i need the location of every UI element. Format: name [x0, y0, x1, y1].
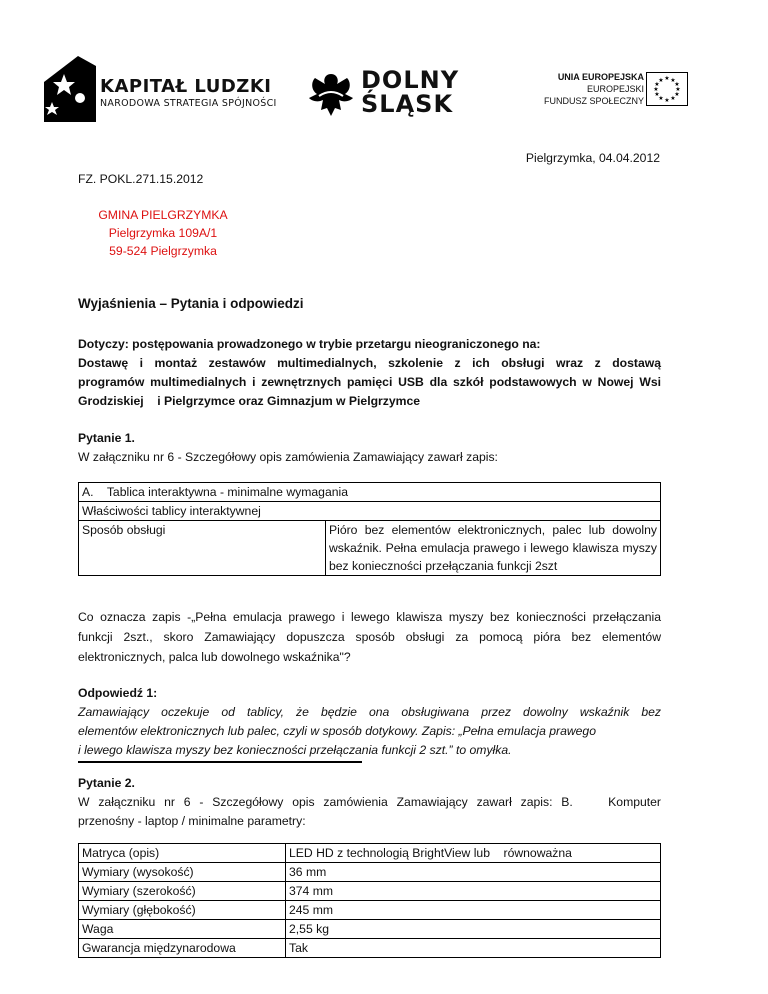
ue-line1: UNIA EUROPEJSKA	[557, 72, 644, 82]
address-line: 59-524 Pielgrzymka	[109, 244, 217, 258]
kapital-ludzki-emblem-icon	[40, 52, 98, 124]
subject-line: programów multimedialnych i zewnętrznych pamięci USB dla szkół podstawowych w Nowej Wsi	[78, 375, 661, 389]
svg-text:★: ★	[674, 91, 680, 98]
svg-text:★: ★	[654, 81, 660, 88]
svg-text:★: ★	[675, 86, 681, 93]
table-cell-value: Pióro bez elementów elektronicznych, palec lub dowolny wskaźnik. Pełna emulacja prawego i lewego klawisza myszy bez konieczności przełączania funkcji 2szt	[326, 521, 661, 576]
svg-text:★: ★	[670, 77, 676, 84]
svg-text:★: ★	[664, 75, 670, 82]
slask-text: ŚLĄSK	[361, 90, 454, 118]
table-cell-value: 36 mm	[286, 863, 661, 882]
svg-text:★: ★	[674, 81, 680, 88]
svg-text:★: ★	[670, 95, 676, 102]
question-2-intro: przenośny - laptop / minimalne parametry:	[78, 814, 306, 828]
eagle-crest-icon	[305, 70, 357, 118]
question-2-heading: Pytanie 2.	[78, 776, 135, 790]
address-line: GMINA PIELGRZYMKA	[98, 208, 228, 222]
subject-line: Grodziskiej i Pielgrzymce oraz Gimnazjum w Pielgrzymce	[78, 394, 421, 408]
table-cell-label: Sposób obsługi	[79, 521, 326, 576]
subject-line: Dotyczy: postępowania prowadzonego w trybie przetargu nieograniczonego na:	[78, 337, 541, 351]
separator-line	[78, 761, 362, 763]
kapital-subtitle: NARODOWA STRATEGIA SPÓJNOŚCI	[100, 98, 277, 109]
dolny-slask-logo	[305, 66, 475, 122]
answer-1-text: Zamawiający oczekuje od tablicy, że będzie ona obsługiwana przez dowolny wskaźnik bez	[78, 705, 661, 719]
table-row	[79, 882, 661, 901]
question-2-intro: W załączniku nr 6 - Szczegółowy opis zamówienia Zamawiający zawarł zapis: B. Komputer	[78, 795, 661, 809]
ue-line3: FUNDUSZ SPOŁECZNY	[543, 96, 644, 106]
table-cell-value: 374 mm	[286, 882, 661, 901]
date-line: Pielgrzymka, 04.04.2012	[525, 151, 660, 165]
table-cell-label: Gwarancja międzynarodowa	[79, 939, 286, 958]
answer-1-text: i lewego klawisza myszy bez konieczności przełączania funkcji 2 szt.” to omyłka.	[78, 743, 512, 757]
table-cell-value: Tak	[286, 939, 661, 958]
table-row	[79, 844, 661, 863]
address-line: Pielgrzymka 109A/1	[108, 226, 218, 240]
table-row	[79, 920, 661, 939]
subject-line: Dostawę i montaż zestawów multimedialnych, szkolenie z ich obsługi wraz z dostawą	[78, 356, 661, 370]
dolny-text: DOLNY	[361, 66, 460, 94]
question-1-table	[78, 482, 661, 576]
question-1-text: elektronicznych, palca lub dowolnego wskaźnika"?	[78, 650, 351, 664]
ue-line2: EUROPEJSKI	[586, 84, 644, 94]
svg-text:★: ★	[658, 95, 664, 102]
table-row	[79, 939, 661, 958]
answer-1-heading: Odpowiedź 1:	[78, 686, 158, 700]
table-cell-label: Matryca (opis)	[79, 844, 286, 863]
table-cell-label: Waga	[79, 920, 286, 939]
question-1-heading: Pytanie 1.	[78, 431, 135, 445]
svg-text:★: ★	[664, 97, 670, 104]
table-cell-label: Wymiary (wysokość)	[79, 863, 286, 882]
table-cell-label: Wymiary (szerokość)	[79, 882, 286, 901]
table-cell-value: LED HD z technologią BrightView lub równoważna	[286, 844, 661, 863]
table-row	[79, 863, 661, 882]
question-1-intro: W załączniku nr 6 - Szczegółowy opis zamówienia Zamawiający zawarł zapis:	[78, 450, 498, 464]
page-title: Wyjaśnienia – Pytania i odpowiedzi	[78, 296, 304, 311]
table-row: A. Tablica interaktywna - minimalne wymagania	[79, 483, 661, 502]
recipient-address	[78, 206, 248, 260]
table-cell-label: Wymiary (głębokość)	[79, 901, 286, 920]
question-1-text: Co oznacza zapis -„Pełna emulacja prawego i lewego klawisza myszy bez konieczności przełączania	[78, 610, 661, 624]
svg-text:★: ★	[654, 91, 660, 98]
ue-logo	[520, 72, 690, 112]
svg-text:★: ★	[658, 77, 664, 84]
table-row	[79, 901, 661, 920]
kapital-title: KAPITAŁ LUDZKI	[100, 76, 272, 97]
question-1-text: funkcji 2szt., skoro Zamawiający dopuszcza sposób obsługi za pomocą pióra bez elementów	[78, 630, 661, 644]
table-row: Właściwości tablicy interaktywnej	[79, 502, 661, 521]
table-cell-value: 245 mm	[286, 901, 661, 920]
eu-flag-icon	[646, 72, 688, 106]
svg-text:★: ★	[653, 86, 659, 93]
kapital-ludzki-logo	[40, 52, 280, 124]
question-2-table	[78, 843, 661, 958]
reference-number: FZ. POKL.271.15.2012	[78, 172, 204, 186]
table-cell-value: 2,55 kg	[286, 920, 661, 939]
answer-1-text: elementów elektronicznych lub palec, czyli w sposób dotykowy. Zapis: „Pełna emulacja prawego	[78, 724, 596, 738]
